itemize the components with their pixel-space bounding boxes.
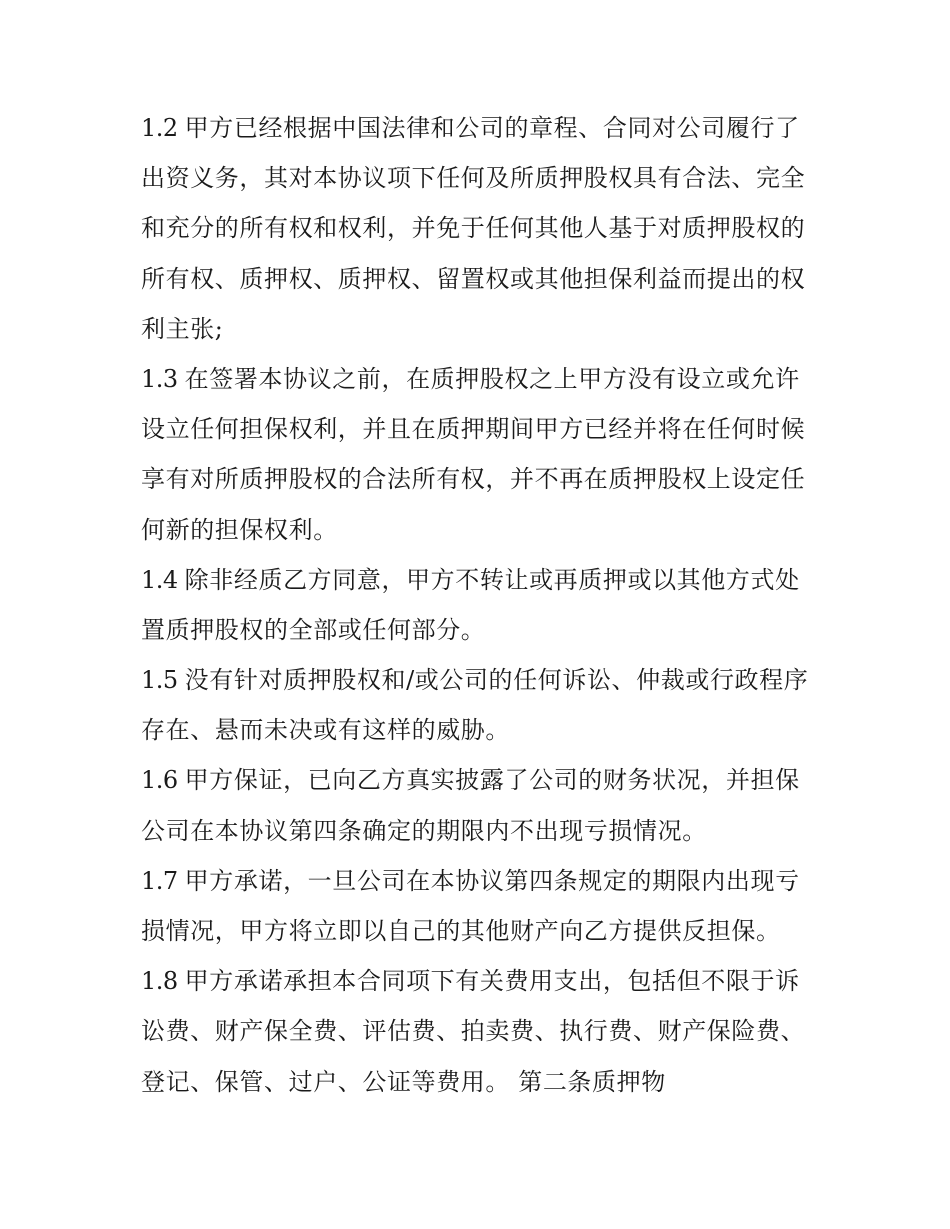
clause-number: 1.8: [141, 967, 178, 996]
paragraph-line: [141, 956, 821, 1006]
paragraph-line: 损情况，甲方将立即以自己的其他财产向乙方提供反担保。: [141, 917, 781, 945]
paragraph-line: [141, 856, 821, 906]
clause-number: 1.5: [141, 666, 178, 695]
clause-number: 1.2: [141, 114, 178, 142]
paragraph-line: 置质押股权的全部或任何部分。: [141, 615, 486, 644]
clause-1-2: [141, 103, 821, 354]
clause-1-4: [141, 555, 821, 655]
paragraph-line: 存在、悬而未决或有这样的威胁。: [141, 716, 510, 745]
paragraph-line: [141, 755, 821, 805]
line-text: 没有针对质押股权和/或公司的任何诉讼、仲裁或行政程序: [184, 666, 809, 695]
clause-1-8: [141, 956, 821, 1107]
paragraph-line: 和充分的所有权和权利，并免于任何其他人基于对质押股权的: [141, 214, 806, 243]
paragraph-line: 登记、保管、过户、公证等费用。 第二条质押物: [141, 1067, 666, 1096]
paragraph-line: 讼费、财产保全费、评估费、拍卖费、执行费、财产保险费、: [141, 1017, 806, 1046]
paragraph-line: [141, 103, 821, 153]
line-text: 甲方承诺，一旦公司在本协议第四条规定的期限内出现亏: [184, 866, 800, 895]
paragraph-line: 设立任何担保权利，并且在质押期间甲方已经并将在任何时候: [141, 415, 806, 444]
paragraph-line: 利主张;: [141, 314, 224, 343]
paragraph-line: [141, 354, 821, 404]
paragraph-line: [141, 655, 821, 705]
line-text: 在签署本协议之前，在质押股权之上甲方没有设立或允许: [184, 364, 800, 393]
paragraph-line: 公司在本协议第四条确定的期限内不出现亏损情况。: [141, 816, 707, 845]
clause-number: 1.4: [141, 565, 178, 594]
clause-1-6: [141, 755, 821, 855]
document-body: [141, 103, 821, 1107]
line-text: 甲方保证，已向乙方真实披露了公司的财务状况，并担保: [184, 766, 800, 795]
paragraph-line: 所有权、质押权、质押权、留置权或其他担保利益而提出的权: [141, 264, 806, 293]
clause-1-5: [141, 655, 821, 755]
paragraph-line: 享有对所质押股权的合法所有权，并不再在质押股权上设定任: [141, 465, 806, 494]
paragraph-line: 何新的担保权利。: [141, 515, 338, 544]
paragraph-line: 出资义务，其对本协议项下任何及所质押股权具有合法、完全: [141, 164, 806, 193]
line-text: 甲方承诺承担本合同项下有关费用支出，包括但不限于诉: [184, 967, 800, 996]
clause-1-3: [141, 354, 821, 555]
clause-number: 1.6: [141, 766, 178, 795]
line-text: 除非经质乙方同意，甲方不转让或再质押或以其他方式处: [184, 565, 800, 594]
clause-number: 1.3: [141, 364, 178, 393]
paragraph-line: [141, 555, 821, 605]
line-text: 甲方已经根据中国法律和公司的章程、合同对公司履行了: [184, 114, 800, 142]
clause-number: 1.7: [141, 866, 178, 895]
clause-1-7: [141, 856, 821, 956]
